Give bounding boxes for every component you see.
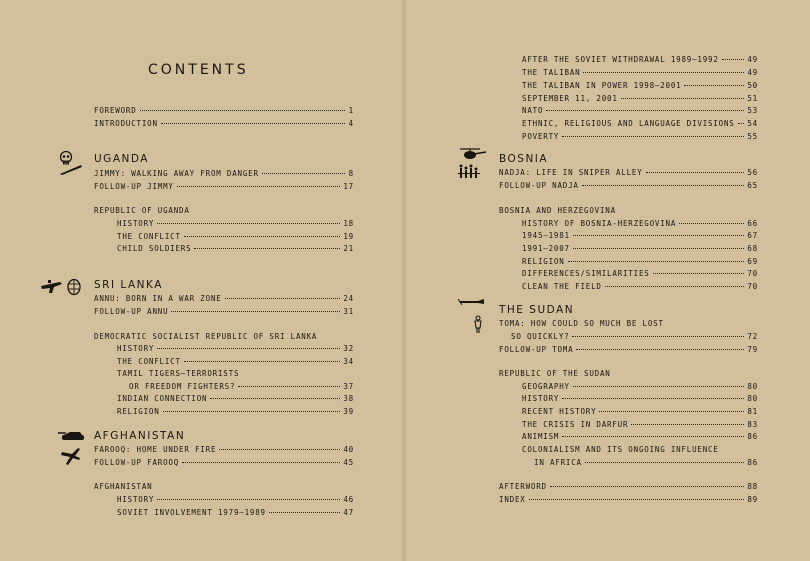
rocket-and-figure-icon <box>458 295 490 335</box>
toc-sub-uganda-history[interactable]: HISTORY 18 <box>117 219 354 228</box>
toc-entry-index[interactable]: INDEX 89 <box>499 495 758 504</box>
toc-entry-jimmy[interactable]: JIMMY: WALKING AWAY FROM DANGER 8 <box>94 169 354 178</box>
toc-sub-sudan-animism[interactable]: ANIMISM 86 <box>522 432 758 441</box>
toc-entry-followup-toma[interactable]: FOLLOW-UP TOMA 79 <box>499 345 758 354</box>
toc-sub-sudan-darfur[interactable]: THE CRISIS IN DARFUR 83 <box>522 420 758 429</box>
toc-entry-toma-line1[interactable]: TOMA: HOW COULD SO MUCH BE LOST <box>499 319 664 328</box>
toc-sub-sudan-history[interactable]: HISTORY 80 <box>522 394 758 403</box>
toc-sub-srilanka-tamil-line2[interactable]: OR FREEDOM FIGHTERS? 37 <box>129 382 354 391</box>
contents-title: CONTENTS <box>148 62 249 78</box>
toc-sub-afghanistan-sept11[interactable]: SEPTEMBER 11, 2001 51 <box>522 94 758 103</box>
toc-sub-bosnia-history[interactable]: HISTORY OF BOSNIA-HERZEGOVINA 66 <box>522 219 758 228</box>
toc-sub-bosnia-differences[interactable]: DIFFERENCES/SIMILARITIES 70 <box>522 269 758 278</box>
toc-entry-nadja[interactable]: NADJA: LIFE IN SNIPER ALLEY 56 <box>499 168 758 177</box>
toc-sub-srilanka-indian[interactable]: INDIAN CONNECTION 38 <box>117 394 354 403</box>
toc-entry-foreword[interactable]: FOREWORD 1 <box>94 106 354 115</box>
helicopter-and-soldiers-icon <box>458 146 488 182</box>
toc-entry-afterword[interactable]: AFTERWORD 88 <box>499 482 758 491</box>
toc-sub-afghanistan-nato[interactable]: NATO 53 <box>522 106 758 115</box>
toc-sub-srilanka-history[interactable]: HISTORY 32 <box>117 344 354 353</box>
toc-sub-afghanistan-taliban-power[interactable]: THE TALIBAN IN POWER 1998–2001 50 <box>522 81 758 90</box>
toc-sub-bosnia-1991[interactable]: 1991–2007 68 <box>522 244 758 253</box>
toc-sub-afghanistan-taliban[interactable]: THE TALIBAN 49 <box>522 68 758 77</box>
toc-sub-sudan-recent-history[interactable]: RECENT HISTORY 81 <box>522 407 758 416</box>
toc-sub-afghanistan-soviet[interactable]: SOVIET INVOLVEMENT 1979–1989 47 <box>117 508 354 517</box>
toc-sub-srilanka-conflict[interactable]: THE CONFLICT 34 <box>117 357 354 366</box>
toc-entry-followup-farooq[interactable]: FOLLOW-UP FAROOQ 45 <box>94 458 354 467</box>
section-heading-bosnia: BOSNIA <box>499 153 549 165</box>
country-name-uganda: REPUBLIC OF UGANDA <box>94 206 190 215</box>
country-name-sri-lanka: DEMOCRATIC SOCIALIST REPUBLIC OF SRI LANKA <box>94 332 318 341</box>
toc-entry-toma-line2[interactable]: SO QUICKLY? 72 <box>511 332 758 341</box>
country-name-bosnia: BOSNIA AND HERZEGOVINA <box>499 206 616 215</box>
toc-sub-sudan-geography[interactable]: GEOGRAPHY 80 <box>522 382 758 391</box>
toc-sub-srilanka-religion[interactable]: RELIGION 39 <box>117 407 354 416</box>
toc-sub-uganda-child-soldiers[interactable]: CHILD SOLDIERS 21 <box>117 244 354 253</box>
toc-sub-afghanistan-withdrawal[interactable]: AFTER THE SOVIET WITHDRAWAL 1989–1992 49 <box>522 55 758 64</box>
toc-sub-afghanistan-divisions[interactable]: ETHNIC, RELIGIOUS AND LANGUAGE DIVISIONS 54 <box>522 119 758 128</box>
section-heading-uganda: UGANDA <box>94 153 149 165</box>
toc-entry-farooq[interactable]: FAROOQ: HOME UNDER FIRE 40 <box>94 445 354 454</box>
rifle-and-grenade-icon <box>40 276 84 296</box>
section-heading-afghanistan: AFGHANISTAN <box>94 430 186 442</box>
skull-and-machete-icon <box>57 150 85 176</box>
section-heading-sri-lanka: SRI LANKA <box>94 279 163 291</box>
country-name-sudan: REPUBLIC OF THE SUDAN <box>499 369 611 378</box>
toc-entry-annu[interactable]: ANNU: BORN IN A WAR ZONE 24 <box>94 294 354 303</box>
toc-sub-afghanistan-history[interactable]: HISTORY 46 <box>117 495 354 504</box>
section-heading-sudan: THE SUDAN <box>499 304 575 316</box>
country-name-afghanistan: AFGHANISTAN <box>94 482 153 491</box>
toc-entry-followup-nadja[interactable]: FOLLOW-UP NADJA 65 <box>499 181 758 190</box>
toc-sub-bosnia-1945[interactable]: 1945–1981 67 <box>522 231 758 240</box>
toc-sub-sudan-colonialism-line1[interactable]: COLONIALISM AND ITS ONGOING INFLUENCE <box>522 445 719 454</box>
toc-sub-bosnia-religion[interactable]: RELIGION 69 <box>522 257 758 266</box>
toc-sub-bosnia-clean-field[interactable]: CLEAN THE FIELD 70 <box>522 282 758 291</box>
tank-and-plane-icon <box>58 428 86 468</box>
page-fold <box>402 0 406 561</box>
toc-entry-introduction[interactable]: INTRODUCTION 4 <box>94 119 354 128</box>
toc-sub-sudan-colonialism-line2[interactable]: IN AFRICA 86 <box>534 458 758 467</box>
toc-entry-followup-annu[interactable]: FOLLOW-UP ANNU 31 <box>94 307 354 316</box>
toc-sub-afghanistan-poverty[interactable]: POVERTY 55 <box>522 132 758 141</box>
toc-sub-srilanka-tamil-line1[interactable]: TAMIL TIGERS—TERRORISTS <box>117 369 240 378</box>
toc-entry-followup-jimmy[interactable]: FOLLOW-UP JIMMY 17 <box>94 182 354 191</box>
toc-sub-uganda-conflict[interactable]: THE CONFLICT 19 <box>117 232 354 241</box>
